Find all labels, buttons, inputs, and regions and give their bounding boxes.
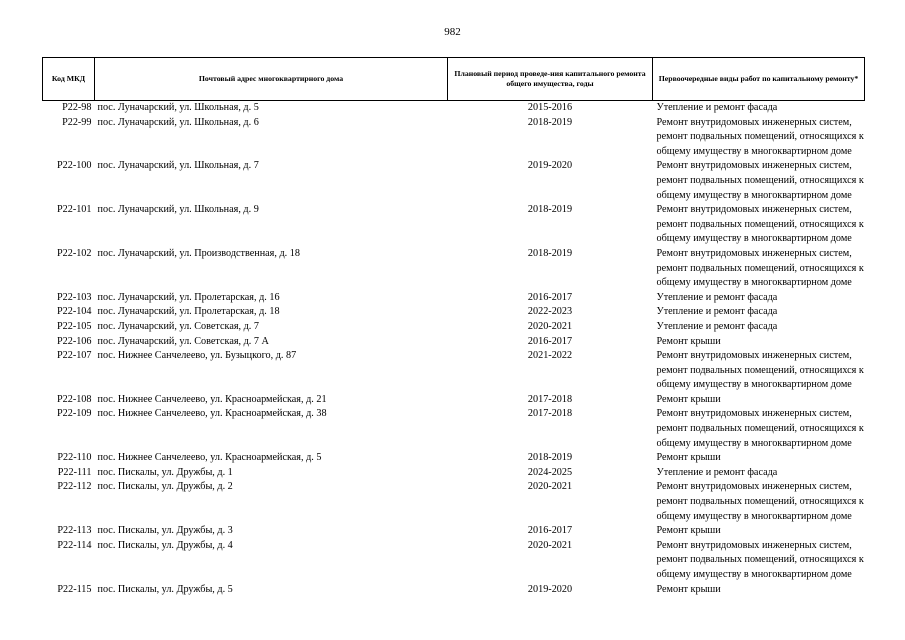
table-row — [43, 305, 865, 320]
works-line: ремонт подвальных помещений, относящихся к — [656, 262, 864, 274]
cell-works — [653, 349, 865, 393]
works-line: Ремонт внутридомовых инженерных систем, — [656, 481, 852, 493]
table-row — [43, 583, 865, 598]
works-line: общему имуществу в многоквартирном доме — [656, 145, 852, 157]
works-line: Утепление и ремонт фасада — [656, 291, 778, 303]
cell-address: пос. Пискалы, ул. Дружбы, д. 5 — [97, 583, 233, 595]
works-line: Утепление и ремонт фасада — [656, 466, 778, 478]
cell-period: 2021-2022 — [527, 350, 573, 362]
works-line: ремонт подвальных помещений, относящихся к — [656, 131, 864, 143]
cell-works — [653, 393, 865, 408]
cell-code: P22-106 — [56, 335, 92, 347]
cell-address: пос. Пискалы, ул. Дружбы, д. 4 — [97, 539, 233, 551]
table-row — [43, 480, 865, 524]
cell-address: пос. Нижнее Санчелеево, ул. Красноармейская, д. 38 — [97, 408, 327, 420]
cell-address: пос. Луначарский, ул. Пролетарская, д. 16 — [97, 291, 280, 303]
cell-works — [653, 101, 865, 116]
works-line: общему имуществу в многоквартирном доме — [656, 569, 852, 580]
table-row — [43, 320, 865, 335]
header-code: Код МКД — [43, 58, 95, 101]
cell-period: 2018-2019 — [527, 116, 573, 128]
works-line: Ремонт крыши — [656, 583, 721, 595]
cell-works — [653, 451, 865, 466]
cell-works — [653, 335, 865, 350]
header-works: Первоочередные виды работ по капитальному ремонту* — [653, 58, 865, 101]
cell-code: P22-113 — [57, 525, 92, 537]
cell-code: P22-111 — [57, 466, 92, 478]
page-number: 982 — [444, 26, 461, 38]
works-line: Ремонт внутридомовых инженерных систем, — [656, 350, 852, 362]
cell-code: P22-110 — [57, 452, 92, 464]
cell-period: 2016-2017 — [527, 335, 573, 347]
cell-period: 2020-2021 — [527, 320, 573, 332]
table-row — [43, 539, 865, 583]
works-line: Ремонт внутридомовых инженерных систем, — [656, 539, 852, 551]
table-row — [43, 203, 865, 247]
cell-period: 2015-2016 — [527, 102, 573, 113]
cell-code: P22-98 — [62, 102, 92, 113]
table-row — [43, 407, 865, 451]
works-line: общему имуществу в многоквартирном доме — [656, 379, 852, 391]
cell-period: 2017-2018 — [527, 393, 573, 405]
works-line: общему имуществу в многоквартирном доме — [656, 277, 852, 289]
works-line: ремонт подвальных помещений, относящихся к — [656, 364, 864, 376]
cell-address: пос. Луначарский, ул. Школьная, д. 5 — [97, 102, 259, 113]
cell-code: P22-100 — [56, 160, 92, 172]
cell-works — [653, 407, 865, 451]
works-line: Ремонт внутридомовых инженерных систем, — [656, 204, 852, 216]
header-period: Плановый период проведе-ния капитального ремонта общего имущества, годы — [448, 58, 653, 101]
cell-works — [653, 524, 865, 539]
cell-code: P22-99 — [62, 116, 92, 128]
cell-works — [653, 320, 865, 335]
cell-period: 2022-2023 — [527, 306, 573, 318]
cell-address: пос. Пискалы, ул. Дружбы, д. 3 — [97, 525, 233, 537]
works-line: Ремонт внутридомовых инженерных систем, — [656, 247, 852, 259]
works-line: Ремонт крыши — [656, 525, 721, 537]
cell-address: пос. Луначарский, ул. Школьная, д. 9 — [97, 204, 259, 216]
table-row — [43, 247, 865, 291]
cell-code: P22-104 — [56, 306, 92, 318]
works-line: Ремонт крыши — [656, 452, 721, 464]
works-line: Ремонт крыши — [656, 335, 721, 347]
cell-address: пос. Луначарский, ул. Школьная, д. 6 — [97, 116, 259, 128]
cell-period: 2020-2021 — [527, 481, 573, 493]
cell-code: P22-103 — [56, 291, 92, 303]
cell-period: 2018-2019 — [527, 247, 573, 259]
table-row — [43, 335, 865, 350]
cell-period: 2016-2017 — [527, 291, 573, 303]
table-row — [43, 291, 865, 306]
cell-code: P22-112 — [57, 481, 92, 493]
works-line: ремонт подвальных помещений, относящихся к — [656, 496, 864, 508]
cell-address: пос. Луначарский, ул. Советская, д. 7 А — [97, 335, 269, 347]
cell-code: P22-115 — [57, 583, 92, 595]
cell-address: пос. Луначарский, ул. Производственная, д. 18 — [97, 247, 300, 259]
cell-works — [653, 291, 865, 306]
works-line: Утепление и ремонт фасада — [656, 320, 778, 332]
cell-address: пос. Луначарский, ул. Советская, д. 7 — [97, 320, 259, 332]
cell-address: пос. Луначарский, ул. Пролетарская, д. 18 — [97, 306, 280, 318]
works-line: общему имуществу в многоквартирном доме — [656, 233, 852, 245]
table-body — [43, 101, 865, 598]
works-line: Ремонт внутридомовых инженерных систем, — [656, 408, 852, 420]
cell-code: P22-101 — [56, 204, 92, 216]
works-line: Ремонт внутридомовых инженерных систем, — [656, 160, 852, 172]
works-line: Утепление и ремонт фасада — [656, 306, 778, 318]
works-line: Утепление и ремонт фасада — [656, 102, 778, 113]
table-row — [43, 466, 865, 481]
table-row — [43, 524, 865, 539]
cell-period: 2016-2017 — [527, 525, 573, 537]
cell-works — [653, 247, 865, 291]
works-line: Ремонт внутридомовых инженерных систем, — [656, 116, 852, 128]
cell-code: P22-105 — [56, 320, 92, 332]
cell-period: 2024-2025 — [527, 466, 573, 478]
cell-works — [653, 466, 865, 481]
works-line: общему имуществу в многоквартирном доме — [656, 510, 852, 522]
cell-works — [653, 305, 865, 320]
works-line: общему имуществу в многоквартирном доме — [656, 189, 852, 201]
works-line: ремонт подвальных помещений, относящихся к — [656, 423, 864, 435]
cell-code: P22-107 — [56, 350, 92, 362]
cell-address: пос. Пискалы, ул. Дружбы, д. 1 — [97, 466, 233, 478]
cell-period: 2019-2020 — [527, 583, 573, 595]
cell-code: P22-114 — [57, 539, 92, 551]
cell-period: 2019-2020 — [527, 160, 573, 172]
works-line: Ремонт крыши — [656, 393, 721, 405]
cell-code: P22-108 — [56, 393, 92, 405]
cell-period: 2018-2019 — [527, 452, 573, 464]
cell-works — [653, 480, 865, 524]
works-line: ремонт подвальных помещений, относящихся к — [656, 218, 864, 230]
cell-period: 2018-2019 — [527, 204, 573, 216]
table-row — [43, 116, 865, 160]
cell-works — [653, 203, 865, 247]
table-row — [43, 349, 865, 393]
cell-period: 2020-2021 — [527, 539, 573, 551]
cell-address: пос. Нижнее Санчелеево, ул. Красноармейская, д. 21 — [97, 393, 327, 405]
cell-address: пос. Нижнее Санчелеево, ул. Бузыцкого, д. 87 — [97, 350, 297, 362]
table-row — [43, 451, 865, 466]
capital-repair-table — [42, 57, 865, 597]
works-line: ремонт подвальных помещений, относящихся к — [656, 554, 864, 566]
table-header — [43, 58, 865, 101]
cell-period: 2017-2018 — [527, 408, 573, 420]
cell-code: P22-102 — [56, 247, 92, 259]
table-row — [43, 101, 865, 116]
header-address: Почтовый адрес многоквартирного дома — [95, 58, 448, 101]
cell-address: пос. Луначарский, ул. Школьная, д. 7 — [97, 160, 259, 172]
table-row — [43, 159, 865, 203]
cell-works — [653, 116, 865, 160]
cell-code: P22-109 — [56, 408, 92, 420]
works-line: ремонт подвальных помещений, относящихся к — [656, 174, 864, 186]
cell-works — [653, 583, 865, 598]
works-line: общему имуществу в многоквартирном доме — [656, 437, 852, 449]
table-row — [43, 393, 865, 408]
cell-works — [653, 539, 865, 583]
cell-address: пос. Нижнее Санчелеево, ул. Красноармейская, д. 5 — [97, 452, 322, 464]
cell-works — [653, 159, 865, 203]
cell-address: пос. Пискалы, ул. Дружбы, д. 2 — [97, 481, 233, 493]
